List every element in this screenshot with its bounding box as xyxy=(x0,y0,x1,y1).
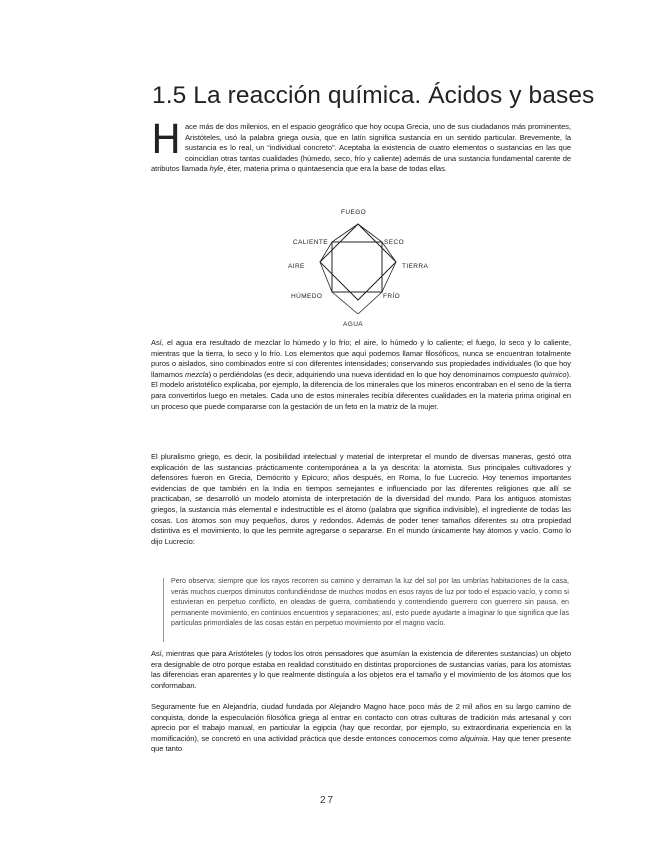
term-alquimia: alquimia xyxy=(459,733,488,743)
elements-diagram xyxy=(283,206,433,334)
label-aire: AIRE xyxy=(288,263,305,270)
elements-diagram-graphic xyxy=(283,206,433,334)
paragraph-atomism: El pluralismo griego, es decir, la posibilidad intelectual y material de interpretar el mundo de diversas maneras, gestó otra explicación de las sustancias prácticamente contemporánea a la ya descrita: la atomista. Sus principales cultivadores y defensores fueron en Grecia, Demócrito y Epicuro; años después, en Roma, lo fue Lucrecio. Hoy tenemos importantes evidencias de que también en la India en tiempos semejantes e influenciado por las diferentes religiones que allí se practicaban, se desarrolló un modelo atomista de interpretación de la diversidad del mundo. Para los antiguos atomistas griegos, la sustancia más elemental e indestructible es el átomo (palabra que significa indivisible), el ingrediente de todas las cosas. Los átomos son muy pequeños, duros y redondos. Además de poder tener tamaños diferentes su otra propiedad distintiva es el movimiento, lo que les permite agregarse o separarse. En el mundo únicamente hay átomos y vacío. Como lo dijo Lucrecio: xyxy=(151,452,571,546)
page-number: 27 xyxy=(319,795,336,806)
paragraph-elements xyxy=(151,338,571,412)
lucretius-quote: Pero observa: siempre que los rayos recorren su camino y derraman la luz del sol por las umbrías habitaciones de la casa, verás muchos cuerpos diminutos confundiéndose de muchos modos en esos rayos de luz por todo el espacio vacío, y como si estuvieran en perpetuo conflicto, en oleadas de guerra, combatiendo y contendiendo guerrero con guerrero sin pausa, en permanente movimiento, en continuos encuentros y separaciones; así, esto puede ayudarte a imaginar lo que significa que las partículas primordiales de las cosas están en perpetuo movimiento por el magno vacío. xyxy=(171,577,569,628)
p5-text-2: . Hay que tener presente que tanto xyxy=(151,733,571,754)
p5-text-1: Seguramente fue en Alejandría, ciudad fundada por Alejandro Magno hace poco más de 2 mil años en su largo camino de conquista, donde la especulación filosófica griega al entrar en contacto con otras culturas de tradición más artesanal y con aprecio por el trabajo manual, en particular la egipcia (hay que recordar, por ejemplo, su extraordinaria experiencia en la momificación), se concretó en una actividad práctica que desde entonces conocemos como xyxy=(151,702,571,743)
label-tierra: TIERRA xyxy=(402,263,429,270)
intro-text-3: , éter, materia prima o quintaesencia que era la base de todas ellas. xyxy=(223,164,447,174)
label-agua: AGUA xyxy=(343,321,364,328)
term-ousia: ousia xyxy=(301,132,320,142)
paragraph-alexandria xyxy=(151,702,571,755)
drop-cap: H xyxy=(151,117,182,163)
p2-text-3: ). El modelo aristotélico explicaba, por ejemplo, la diferencia de los minerales que los mineros encontraban en el seno de la tierra para convertirlos luego en metales. Cada uno de estos minerales recibía diferentes cualidades en la materia prima original en un proceso que puede compararse con la gestación de un feto en la matriz de la mujer. xyxy=(151,369,571,411)
label-frio: FRÍO xyxy=(383,293,401,300)
intro-paragraph xyxy=(151,117,571,175)
label-seco: SECO xyxy=(384,239,405,246)
intro-text-1: ace más de dos milenios, en el espacio geográfico que hoy ocupa Grecia, uno de sus ciudadanos más prominentes, Aristóteles, usó la palabra griega xyxy=(185,122,571,142)
label-caliente: CALIENTE xyxy=(293,239,328,246)
intro-text-2: , que en latín significa sustancia en un sentido particular. Brevemente, la sustancia es lo real, un “individual concreto”. Aceptaba la existencia de cuatro elementos o sustancias en las que coincidían otras tantas cualidades (húmedo, seco, frío y caliente) además de una sustancia fundamental carente de atributos llamada xyxy=(151,132,571,174)
label-fuego: FUEGO xyxy=(341,209,367,216)
label-humedo: HÚMEDO xyxy=(291,293,323,300)
term-hyle: hyle xyxy=(209,164,224,174)
section-title: 1.5 La reacción química. Ácidos y bases xyxy=(152,82,595,109)
paragraph-aristotle-vs-atomists: Así, mientras que para Aristóteles (y todos los otros pensadores que asumían la existencia de diferentes sustancias) un objeto era designable de otro porque estaba en realidad constituido en distintas proporciones de sustancias varias, para los atomistas las diferencias eran aparentes y lo que realmente distinguía a los objetos era el tamaño y el movimiento de los átomos que los conformaban. xyxy=(151,649,571,690)
quote-rule xyxy=(163,578,164,642)
term-mezcla: mezcla xyxy=(184,369,209,379)
p2-text-1: Así, el agua era resultado de mezclar lo húmedo y lo frío; el aire, lo húmedo y lo caliente; el fuego, lo seco y lo caliente, mientras que la tierra, lo seco y lo frío. Los elementos que aquí podemos llamar filosóficos, nunca se encuentran totalmente puros o aislados, sino combinados entre sí con diferentes intensidades; conservando sus propiedades individuales (lo que hoy llamamos xyxy=(151,338,571,379)
p2-text-2: ) o perdiéndolas (es decir, adquiriendo una nueva identidad en lo que hoy denominamos xyxy=(208,369,502,379)
term-compuesto-quimico: compuesto químico xyxy=(501,369,567,379)
